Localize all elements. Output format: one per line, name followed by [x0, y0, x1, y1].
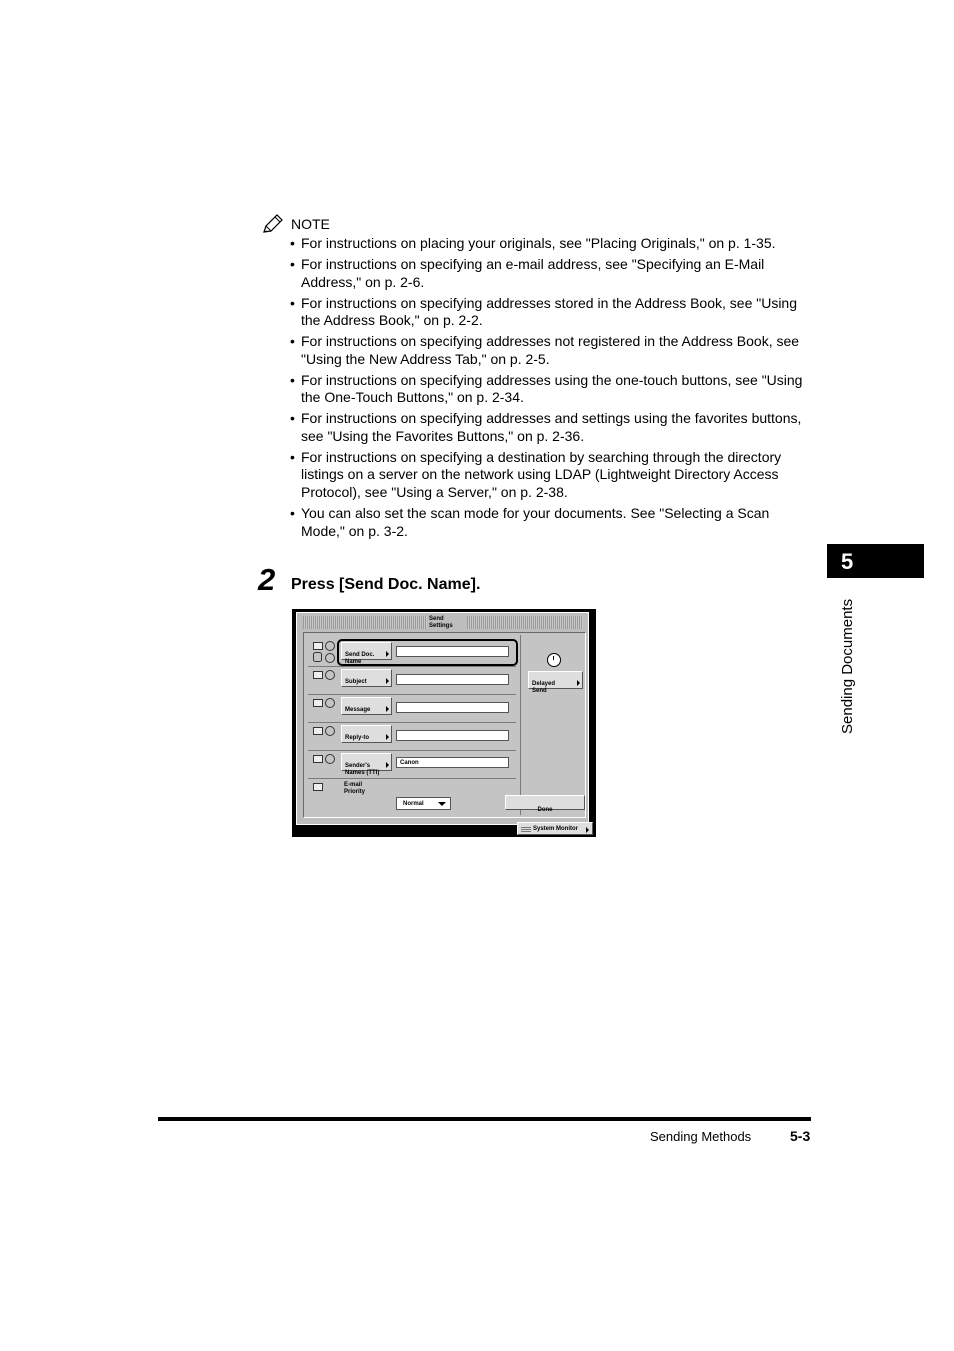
send-doc-name-button[interactable]: Send Doc. Name	[341, 642, 392, 660]
divider	[520, 635, 521, 815]
chapter-tab	[827, 544, 924, 578]
chevron-down-icon	[438, 802, 446, 806]
footer-section-title: Sending Methods	[650, 1129, 752, 1144]
senders-names-field[interactable]: Canon	[396, 757, 509, 768]
touch-panel-screenshot	[292, 609, 596, 837]
list-item: • You can also set the scan mode for your documents. See "Selecting a Scan Mode," on p. 3-2.	[288, 505, 813, 540]
highlight-callout	[337, 639, 518, 666]
divider	[308, 750, 516, 751]
database-icon	[313, 652, 322, 662]
ifax-icon	[325, 726, 335, 736]
ifax-icon	[325, 670, 335, 680]
list-item: • For instructions on specifying addresses stored in the Address Book, see "Using the Address Book," on p. 2-2.	[288, 295, 813, 330]
mail-icon	[313, 671, 323, 679]
list-item: • For instructions on specifying an e-mail address, see "Specifying an E-Mail Address," on p. 2-6.	[288, 256, 813, 291]
reply-to-button[interactable]: Reply-to	[341, 725, 392, 743]
divider	[308, 666, 516, 667]
list-item: • For instructions on specifying a destination by searching through the directory listings on a server on the network using LDAP (Lightweight Directory Access Protocol), see "Using a Server," on p. 2-38.	[288, 449, 813, 502]
divider	[308, 778, 516, 779]
list-item: • For instructions on specifying addresses and settings using the favorites buttons, see "Using the Favorites Buttons," on p. 2-36.	[288, 410, 813, 445]
note-heading: NOTE	[291, 216, 330, 232]
note-list	[288, 235, 813, 544]
chapter-title-vertical: Sending Documents	[839, 598, 856, 734]
done-button[interactable]: Done	[505, 795, 585, 810]
page-number: 5-3	[790, 1128, 811, 1144]
panel-title: Send Settings	[427, 616, 467, 629]
arrow-right-icon	[586, 827, 589, 833]
settings-area	[303, 632, 586, 818]
system-monitor-button[interactable]: System Monitor	[517, 822, 593, 835]
message-button[interactable]: Message	[341, 697, 392, 715]
divider	[308, 694, 516, 695]
reply-to-field[interactable]	[396, 730, 509, 741]
step-instruction: Press [Send Doc. Name].	[291, 576, 481, 593]
email-priority-dropdown[interactable]: Normal	[396, 797, 451, 810]
panel-title-bar	[303, 616, 583, 629]
footer-rule	[158, 1117, 811, 1121]
step-number: 2	[258, 562, 276, 597]
mail-icon	[313, 642, 323, 650]
ifax-icon	[325, 698, 335, 708]
mail-icon	[313, 699, 323, 707]
mail-icon	[313, 727, 323, 735]
clock-icon	[547, 653, 561, 667]
mail-icon	[313, 783, 323, 791]
senders-names-button[interactable]: Sender's Names (TTI)	[341, 753, 392, 771]
list-item: • For instructions on specifying addresses not registered in the Address Book, see "Using the New Address Tab," on p. 2-5.	[288, 333, 813, 368]
ifax-icon	[325, 641, 335, 651]
monitor-icon	[521, 826, 531, 832]
pencil-note-icon	[261, 213, 285, 235]
divider	[308, 722, 516, 723]
delayed-send-button[interactable]: Delayed Send	[528, 671, 583, 689]
list-item: • For instructions on placing your originals, see "Placing Originals," on p. 1-35.	[288, 235, 813, 253]
email-priority-label: E-mail Priority	[344, 782, 366, 795]
message-field[interactable]	[396, 702, 509, 713]
mail-icon	[313, 755, 323, 763]
chapter-number: 5	[841, 549, 854, 574]
subject-field[interactable]	[396, 674, 509, 685]
subject-button[interactable]: Subject	[341, 669, 392, 687]
list-item: • For instructions on specifying addresses using the one-touch buttons, see "Using the One-Touch Buttons," on p. 2-34.	[288, 372, 813, 407]
send-settings-panel	[296, 612, 589, 825]
ifax-icon	[325, 754, 335, 764]
ifax-icon	[325, 653, 335, 663]
